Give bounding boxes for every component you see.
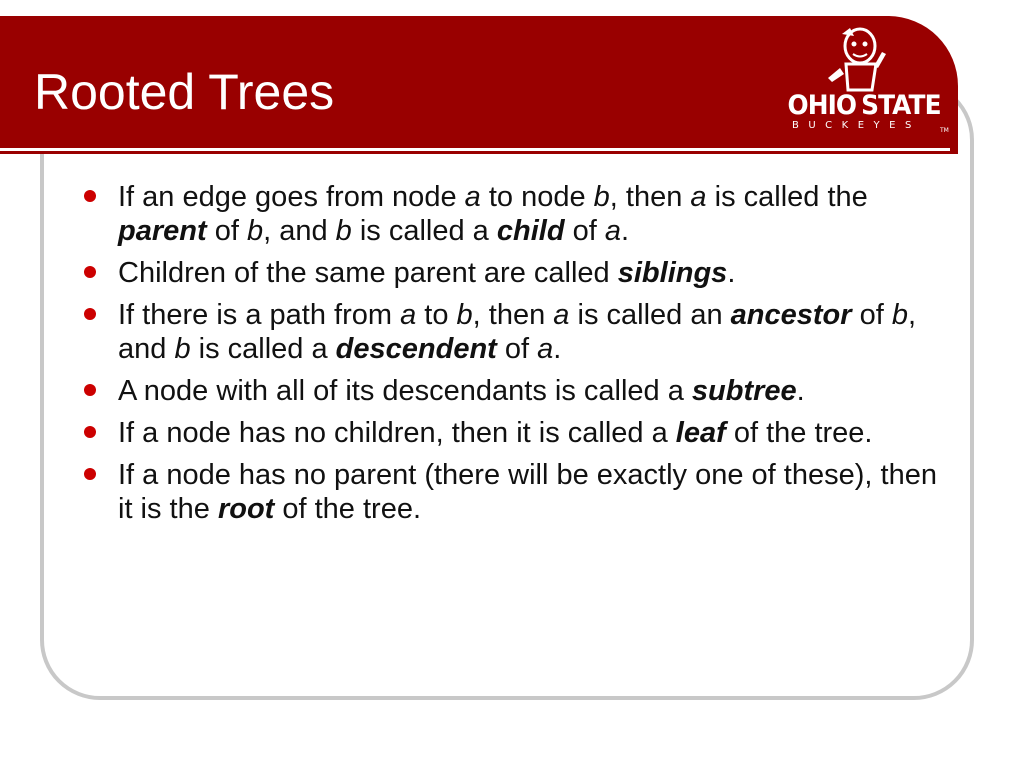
bullet-text: of the tree. bbox=[274, 493, 422, 525]
term: leaf bbox=[675, 417, 726, 449]
bullet-text: , then bbox=[472, 299, 554, 331]
term: child bbox=[496, 215, 565, 247]
bullet-text: is called a bbox=[190, 333, 336, 365]
bullet-text: is called a bbox=[351, 215, 497, 247]
variable: b bbox=[174, 333, 191, 365]
bullet-text: If an edge goes from node bbox=[118, 181, 465, 213]
bullet-dot-icon bbox=[84, 384, 96, 396]
variable: a bbox=[537, 333, 554, 365]
bullet-text: . bbox=[796, 375, 805, 407]
bullet-text: , and bbox=[118, 299, 917, 365]
variable: a bbox=[604, 215, 621, 247]
bullet-item bbox=[78, 256, 948, 290]
bullet-text: is called an bbox=[569, 299, 731, 331]
bullet-text: to node bbox=[480, 181, 594, 213]
variable: a bbox=[400, 299, 417, 331]
bullet-text: . bbox=[727, 257, 736, 289]
bullet-text: of bbox=[564, 215, 605, 247]
bullet-text: Children of the same parent are called bbox=[118, 257, 618, 289]
bullet-item bbox=[78, 298, 948, 366]
bullet-dot-icon bbox=[84, 266, 96, 278]
variable: a bbox=[553, 299, 570, 331]
bullet-list bbox=[78, 180, 948, 534]
bullet-dot-icon bbox=[84, 190, 96, 202]
bullet-text: If a node has no children, then it is called a bbox=[118, 417, 676, 449]
logo-line2: BUCKEYES bbox=[792, 120, 921, 131]
title-divider bbox=[0, 148, 950, 151]
term: descendent bbox=[335, 333, 497, 365]
bullet-item bbox=[78, 374, 948, 408]
term: parent bbox=[118, 215, 207, 247]
bullet-text: . bbox=[621, 215, 630, 247]
bullet-dot-icon bbox=[84, 308, 96, 320]
bullet-text: A node with all of its descendants is called a bbox=[118, 375, 692, 407]
bullet-text: If a node has no parent (there will be exactly one of these), then it is the bbox=[118, 459, 937, 525]
bullet-text: , then bbox=[609, 181, 691, 213]
term: subtree bbox=[691, 375, 797, 407]
logo-trademark: TM bbox=[940, 127, 949, 132]
variable: b bbox=[456, 299, 473, 331]
bullet-dot-icon bbox=[84, 426, 96, 438]
bullet-dot-icon bbox=[84, 468, 96, 480]
variable: a bbox=[690, 181, 707, 213]
variable: b bbox=[246, 215, 264, 247]
mascot-icon bbox=[828, 28, 886, 90]
bullet-item bbox=[78, 180, 948, 248]
bullet-text: . bbox=[553, 333, 562, 365]
ohio-state-logo bbox=[782, 24, 952, 132]
variable: b bbox=[335, 215, 352, 247]
variable: b bbox=[593, 181, 610, 213]
logo-line1-right: STATE bbox=[861, 90, 941, 122]
bullet-text: of bbox=[851, 299, 892, 331]
bullet-text: is called the bbox=[706, 181, 868, 213]
bullet-text: of the tree. bbox=[725, 417, 873, 449]
bullet-text: , and bbox=[263, 215, 336, 247]
variable: b bbox=[891, 299, 908, 331]
bullet-text: of bbox=[496, 333, 538, 365]
slide-title: Rooted Trees bbox=[34, 64, 335, 120]
bullet-text: of bbox=[206, 215, 247, 247]
bullet-text: If there is a path from bbox=[118, 299, 401, 331]
variable: a bbox=[464, 181, 481, 213]
term: ancestor bbox=[730, 299, 852, 331]
term: root bbox=[217, 493, 275, 525]
bullet-item bbox=[78, 416, 948, 450]
logo-line1-left: OHIO bbox=[787, 90, 857, 122]
bullet-item bbox=[78, 458, 948, 526]
term: siblings bbox=[617, 257, 728, 289]
bullet-text: to bbox=[416, 299, 457, 331]
